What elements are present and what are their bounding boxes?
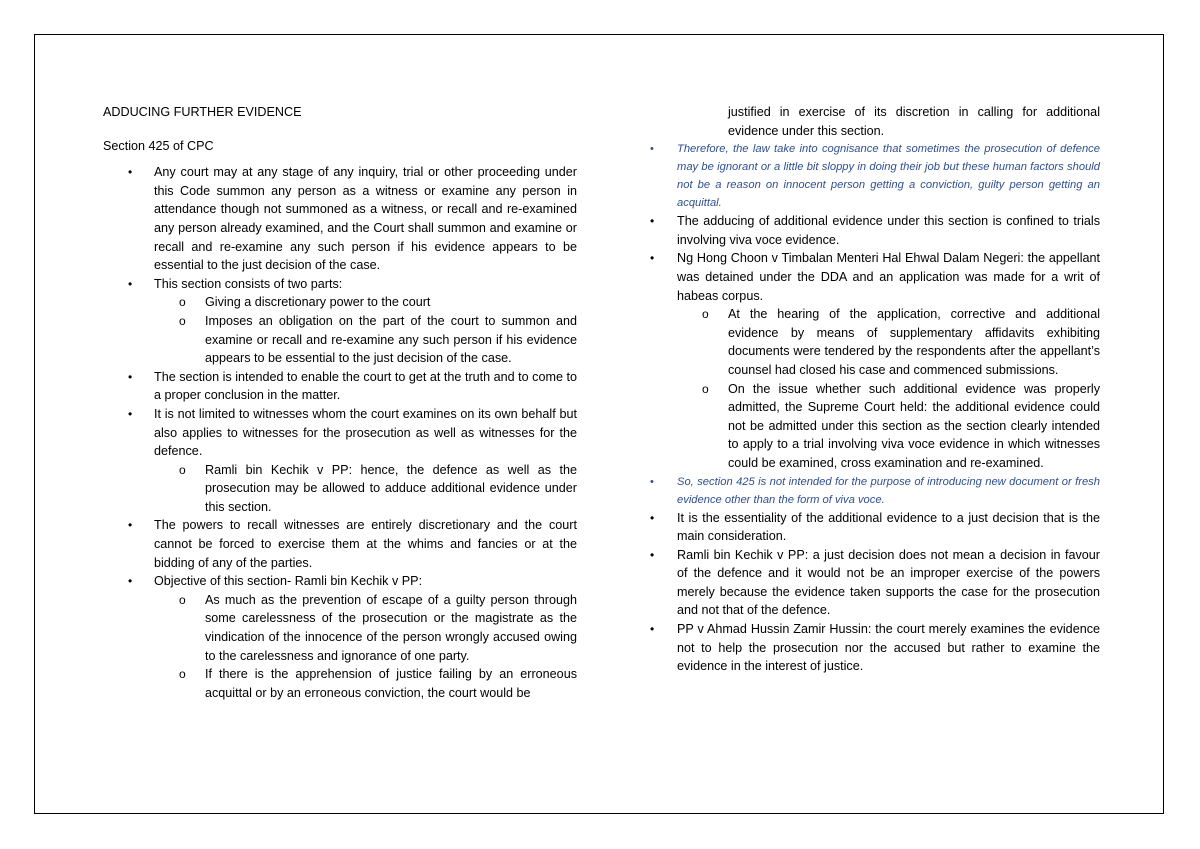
sub-list-item-text: As much as the prevention of escape of a guilty person through some carelessness of the prosecution or the magistrate as the vindication of the innocence of the person wrongly accused owing to the carelessness and ignorance of one party.: [205, 592, 577, 663]
sub-list-item: [103, 665, 577, 702]
bullet-marker: •: [128, 406, 133, 421]
list-item-text: The adducing of additional evidence under this section is confined to trials involving viva voce evidence.: [677, 214, 1100, 247]
list-item: [103, 275, 577, 294]
bullet-marker: •: [650, 143, 654, 156]
note-text: So, section 425 is not intended for the purpose of introducing new document or fresh evidence other than the form of viva voce.: [677, 475, 1100, 506]
document-heading: ADDUCING FURTHER EVIDENCE: [103, 105, 302, 119]
list-item-text: The powers to recall witnesses are entirely discretionary and the court cannot be forced to exercise them at the whims and fancies or at the bidding of any of the parties.: [154, 518, 577, 570]
bullet-marker: •: [128, 165, 133, 180]
list-item-text: It is not limited to witnesses whom the court examines on its own behalf but also applies to witnesses for the prosecution as well as witnesses for the defence.: [154, 406, 577, 459]
list-item: [103, 368, 577, 405]
left-column: [103, 103, 577, 702]
sub-list-item-text: Ramli bin Kechik v PP: hence, the defence as well as the prosecution may be allowed to adduce additional evidence under this section.: [205, 462, 577, 514]
sub-list-item: [650, 305, 1100, 379]
sub-bullet-marker: o: [179, 313, 186, 328]
sub-list-item-text: Giving a discretionary power to the court: [205, 295, 431, 310]
list-item-text: Ng Hong Choon v Timbalan Menteri Hal Ehwal Dalam Negeri: the appellant was detained under the DDA and an application was made for a writ of habeas corpus.: [677, 251, 1100, 303]
list-item-text: It is the essentiality of the additional evidence to a just decision that is the main consideration.: [677, 510, 1100, 544]
list-item: [103, 163, 577, 275]
list-item: [650, 249, 1100, 305]
sub-bullet-marker: o: [179, 592, 186, 607]
sub-bullet-marker: o: [702, 381, 709, 396]
list-item-text: Ramli bin Kechik v PP: a just decision does not mean a decision in favour of the defence and it would not be an improper exercise of the powers merely because the evidence taken supports the case for the prosecution and not that of the defence.: [677, 547, 1100, 618]
right-column: [650, 103, 1100, 676]
sub-list-item: [650, 380, 1100, 473]
list-item-text: The section is intended to enable the court to get at the truth and to come to a proper conclusion in the matter.: [154, 369, 577, 403]
left-bullet-list: [103, 163, 577, 702]
bullet-marker: •: [650, 622, 655, 637]
sub-list-item: [103, 461, 577, 517]
sub-bullet-marker: o: [179, 295, 186, 310]
list-item: [103, 572, 577, 591]
sub-bullet-marker: o: [179, 462, 186, 477]
list-item: [103, 516, 577, 572]
bullet-marker: •: [128, 276, 133, 291]
list-item-text: Objective of this section- Ramli bin Kechik v PP:: [154, 574, 423, 589]
continued-text: justified in exercise of its discretion in calling for additional evidence under this section.: [728, 105, 1100, 138]
bullet-marker: •: [650, 475, 654, 488]
note-text: Therefore, the law take into cognisance that sometimes the prosecution of defence may be ignorant or a little bit sloppy in doing their job but these human factors should not be a reason on innocent person getting a conviction, guilty person getting an acquittal.: [677, 143, 1100, 210]
sub-list-item: [103, 312, 577, 368]
italic-note: [650, 473, 1100, 509]
list-item: [650, 212, 1100, 249]
list-item-text: PP v Ahmad Hussin Zamir Hussin: the court merely examines the evidence not to help the prosecution nor the accused but rather to examine the evidence in the interest of justice.: [677, 622, 1100, 674]
sub-list-item-text: At the hearing of the application, corrective and additional evidence by means of supplementary affidavits exhibiting documents were tendered by the respondents after the appellant’s counsel had closed his case and commenced submissions.: [728, 307, 1100, 377]
list-item: [650, 546, 1100, 620]
bullet-marker: •: [650, 510, 655, 525]
sub-bullet-marker: o: [702, 307, 709, 322]
list-item: [650, 509, 1100, 546]
bullet-marker: •: [128, 518, 133, 533]
bullet-marker: •: [128, 574, 133, 589]
sub-bullet-marker: o: [179, 667, 186, 682]
list-item: [650, 620, 1100, 676]
section-subheading: Section 425 of CPC: [103, 138, 214, 153]
sub-list-item-text: If there is the apprehension of justice failing by an erroneous acquittal or by an erroneous conviction, the court would be: [205, 667, 577, 700]
bullet-marker: •: [650, 251, 655, 266]
sub-list-item-text: Imposes an obligation on the part of the court to summon and examine or recall and re-examine any such person if his evidence appears to be essential to the just decision of the case.: [205, 313, 577, 366]
bullet-marker: •: [128, 369, 133, 384]
italic-note: [650, 140, 1100, 212]
list-item-text: Any court may at any stage of any inquiry, trial or other proceeding under this Code summon any person as a witness or examine any person in attendance though not summoned as a witness, or recall and re-examined any person already examined, and the Court shall summon and examine or recall and re-examine any such person if his evidence appears to be essential to the just decision of the case.: [154, 165, 577, 273]
bullet-marker: •: [650, 214, 655, 229]
sub-list-item: [103, 293, 577, 312]
right-bullet-list: [650, 140, 1100, 676]
bullet-marker: •: [650, 547, 655, 562]
sub-list-item: [103, 591, 577, 665]
list-item-text: This section consists of two parts:: [154, 276, 343, 291]
list-item: [103, 405, 577, 461]
sub-list-item-text: On the issue whether such additional evidence was properly admitted, the Supreme Court held: the additional evidence could not be admitted under this section as the section clearly intended to apply to a trial involving viva voce evidence in which witnesses could be examined, cross examination and re-examined.: [728, 381, 1100, 470]
